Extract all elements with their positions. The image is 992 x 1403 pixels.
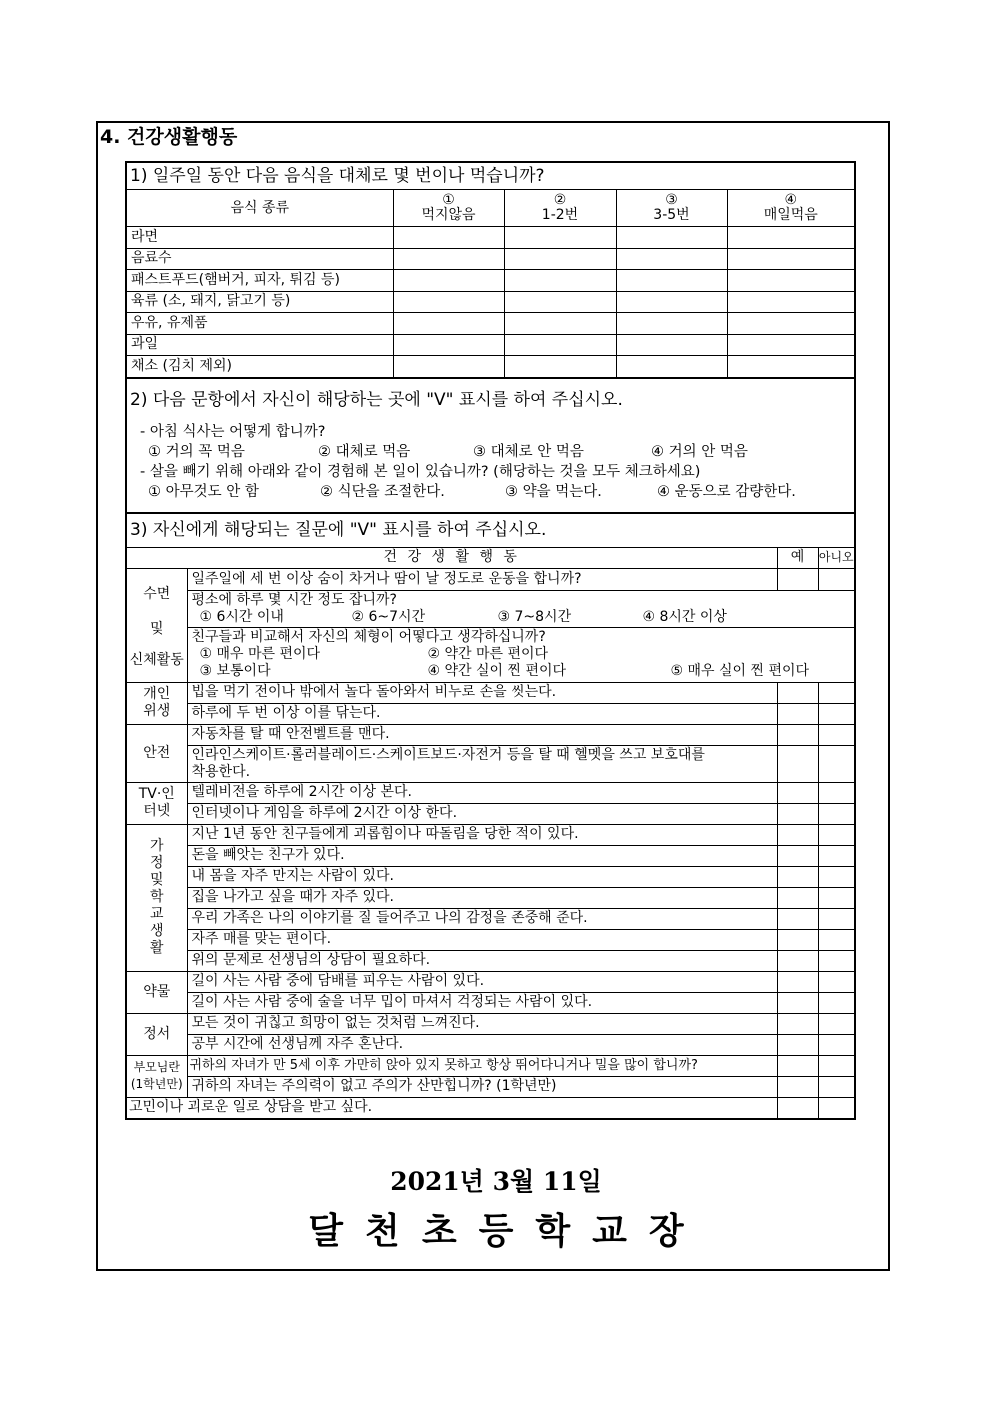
checkbox-cell[interactable] [393,291,504,313]
checkbox-cell[interactable] [616,313,727,335]
checkbox-cell[interactable] [393,356,504,377]
no-cell[interactable] [818,782,854,803]
question-text: 지난 1년 동안 친구들에게 괴롭힘이나 따돌림을 당한 적이 있다. [187,824,777,845]
yes-cell[interactable] [777,971,818,992]
question-text: 우리 가족은 나의 이야기를 질 들어주고 나의 감정을 존중해 준다. [187,908,777,929]
no-cell[interactable] [818,1034,854,1055]
category-tv: TV·인터넷 [127,782,187,824]
checkbox-cell[interactable] [727,270,854,292]
table-row [127,568,854,590]
no-cell[interactable] [818,929,854,950]
food-header: 음식 종류 [127,190,393,227]
food-row: 음료수 [127,248,854,270]
yes-cell[interactable] [777,803,818,824]
table-row [127,782,854,803]
yes-cell[interactable] [777,1013,818,1034]
table-row [127,724,854,745]
diet-option[interactable]: ② 식단을 조절한다. [320,483,445,500]
question-text: 길이 사는 사람 중에 술을 너무 밉이 마셔서 걱정되는 사람이 있다. [187,992,777,1013]
table-row [127,682,854,703]
q1-title: 1) 일주일 동안 다음 음식을 대체로 몇 번이나 먹습니까? [127,163,854,190]
yes-cell[interactable] [777,845,818,866]
table-row [127,745,854,782]
table-row [127,590,854,627]
table-row [127,1055,854,1076]
checkbox-cell[interactable] [727,291,854,313]
table-row [127,803,854,824]
question-text: 텔레비전을 하루에 2시간 이상 본다. [187,782,777,803]
health-header-row [127,548,854,569]
checkbox-cell[interactable] [727,356,854,377]
table-row [127,950,854,971]
opt2-header: ② 1-2번 [504,190,616,227]
diet-option[interactable]: ③ 약을 먹는다. [505,483,602,500]
question-text: 돈을 빼앗는 친구가 있다. [187,845,777,866]
question-text: 모든 것이 귀칞고 희망이 없는 것처럼 느껴진다. [187,1013,777,1034]
sleep-hours-cell: 평소에 하루 몇 시간 정도 잡니까? ① 6시간 이내 ② 6~7시간 ③ 7~8시간 ④ 8시간 이상 [187,590,854,627]
body-shape-cell: 친구들과 비교해서 자신의 체형이 어떻다고 생각하십니까? ① 매우 마른 편이다 ② 약간 마른 편이다 ③ 보통이다 ④ 약간 실이 찐 편이다 ⑤ 매우 실이 찐 편이다 [187,627,854,682]
checkbox-cell[interactable] [616,334,727,356]
food-row: 우유, 유제품 [127,313,854,335]
opt4-header: ④ 매일먹음 [727,190,854,227]
yes-cell[interactable] [777,568,818,590]
yes-cell[interactable] [777,703,818,724]
checkbox-cell[interactable] [727,227,854,249]
no-cell[interactable] [818,908,854,929]
yes-cell[interactable] [777,782,818,803]
yes-cell[interactable] [777,1055,818,1076]
checkbox-cell[interactable] [727,334,854,356]
category-family: 가정및학교생활 [127,824,187,971]
no-cell[interactable] [818,845,854,866]
question-text: 하루에 두 번 이상 이를 닦는다. [187,703,777,724]
checkbox-cell[interactable] [504,248,616,270]
checkbox-cell[interactable] [727,313,854,335]
checkbox-cell[interactable] [616,291,727,313]
body-option[interactable]: ① 매우 마른 편이다 [199,646,321,662]
table-row [127,845,854,866]
q2-title: 2) 다음 문항에서 자신이 해당하는 곳에 "V" 표시를 하여 주십시오. [130,389,623,410]
table-row [127,971,854,992]
yes-cell[interactable] [777,1097,818,1118]
food-row: 과일 [127,334,854,356]
food-row: 라면 [127,227,854,249]
q3-title: 3) 자신에게 해당되는 질문에 "V" 표시를 하여 주십시오. [127,512,854,548]
question-text: 인라인스케이트·롤러블레이드·스케이트보드·자전거 등을 탈 때 헬멧을 쓰고 보호대를 착용한다. [187,745,777,782]
question-text: 집을 나가고 싶을 때가 자주 있다. [187,887,777,908]
body-option[interactable]: ② 약간 마른 편이다 [427,646,549,662]
no-cell[interactable] [818,682,854,703]
checkbox-cell[interactable] [504,334,616,356]
table-row [127,1013,854,1034]
body-option[interactable]: ⑤ 매우 실이 찐 편이다 [670,663,810,679]
yes-cell[interactable] [777,887,818,908]
table-row [127,929,854,950]
health-table [127,548,854,1118]
no-cell[interactable] [818,803,854,824]
sleep-option[interactable]: ③ 7~8시간 [497,608,572,625]
yes-cell[interactable] [777,908,818,929]
question-text: 자주 매를 맞는 편이다. [187,929,777,950]
yes-header: 예 [777,548,818,569]
question-text: 인터넷이나 게임을 하루에 2시간 이상 한다. [187,803,777,824]
question-text: 공부 시간에 선생님께 자주 혼난다. [187,1034,777,1055]
no-cell[interactable] [818,1055,854,1076]
no-cell[interactable] [818,745,854,782]
table-row [127,1034,854,1055]
yes-cell[interactable] [777,724,818,745]
breakfast-options [130,442,851,462]
table-row [127,1076,854,1097]
yes-cell[interactable] [777,1034,818,1055]
yes-cell[interactable] [777,950,818,971]
breakfast-option[interactable]: ① 거의 꼭 먹음 [148,443,245,460]
category-emotion: 정서 [127,1013,187,1055]
no-cell[interactable] [818,824,854,845]
question-text: 일주일에 세 번 이상 숨이 차거나 땀이 날 정도로 운동을 합니까? [187,568,777,590]
food-row: 채소 (김치 제외) [127,356,854,377]
breakfast-option[interactable]: ③ 대체로 안 먹음 [473,443,584,460]
school-name: 달천초등학교장 [308,1210,706,1252]
food-table [127,190,854,377]
no-cell[interactable] [818,866,854,887]
survey-box [125,161,856,1120]
table-row [127,887,854,908]
no-cell[interactable] [818,724,854,745]
breakfast-option[interactable]: ② 대체로 먹음 [318,443,411,460]
no-cell[interactable] [818,992,854,1013]
checkbox-cell[interactable] [504,227,616,249]
section-title: 4. 건강생활행동 [100,126,238,148]
body-option[interactable]: ④ 약간 실이 찐 편이다 [427,663,567,679]
yes-cell[interactable] [777,866,818,887]
food-row: 육류 (소, 돼지, 닭고기 등) [127,291,854,313]
yes-cell[interactable] [777,682,818,703]
sleep-option[interactable]: ① 6시간 이내 [199,608,284,625]
date: 2021년 3월 11일 [390,1167,602,1196]
table-row [127,824,854,845]
no-header: 아니오 [818,548,854,569]
checkbox-cell[interactable] [727,248,854,270]
category-parent: 부모님란 (1학년만) [127,1055,187,1097]
question-text: 길이 사는 사람 중에 담배를 피우는 사람이 있다. [187,971,777,992]
table-row [127,992,854,1013]
checkbox-cell[interactable] [393,313,504,335]
food-row: 패스트푸드(햄버거, 피자, 튀김 등) [127,270,854,292]
checkbox-cell[interactable] [393,334,504,356]
food-header-row [127,190,854,227]
yes-cell[interactable] [777,1076,818,1097]
question-text: 내 몸을 자주 만지는 사람이 있다. [187,866,777,887]
category-drug: 약물 [127,971,187,1013]
diet-options [130,482,851,502]
checkbox-cell[interactable] [504,313,616,335]
yes-cell[interactable] [777,824,818,845]
checkbox-cell[interactable] [504,356,616,377]
no-cell[interactable] [818,1097,854,1118]
checkbox-cell[interactable] [393,248,504,270]
question-text: 귀하의 자녀가 만 5세 이후 가만히 앉아 있지 못하고 항상 뛰어다니거나 밀을 많이 합니까? [187,1055,777,1076]
q2-section [127,377,854,512]
category-safety: 안전 [127,724,187,782]
yes-cell[interactable] [777,929,818,950]
checkbox-cell[interactable] [504,291,616,313]
checkbox-cell[interactable] [616,270,727,292]
checkbox-cell[interactable] [616,248,727,270]
checkbox-cell[interactable] [504,270,616,292]
no-cell[interactable] [818,950,854,971]
checkbox-cell[interactable] [616,356,727,377]
question-text: 자동차를 탈 때 안전벨트를 맨다. [187,724,777,745]
sleep-option[interactable]: ④ 8시간 이상 [642,608,727,625]
no-cell[interactable] [818,1013,854,1034]
table-row [127,1097,854,1118]
checkbox-cell[interactable] [393,270,504,292]
checkbox-cell[interactable] [393,227,504,249]
question-text: 빕을 먹기 전이나 밖에서 놀다 돌아와서 비누로 손을 씻는다. [187,682,777,703]
yes-cell[interactable] [777,992,818,1013]
question-text: 고민이나 괴로운 일로 상담을 받고 싶다. [127,1097,777,1118]
no-cell[interactable] [818,971,854,992]
diet-option[interactable]: ① 아무것도 안 함 [148,483,259,500]
yes-cell[interactable] [777,745,818,782]
opt3-header: ③ 3-5번 [616,190,727,227]
no-cell[interactable] [818,1076,854,1097]
sleep-option[interactable]: ② 6~7시간 [351,608,426,625]
diet-question: - 살을 빼기 위해 아래와 같이 경험해 본 일이 있습니까? (해당하는 것을 모두 체크하세요) [140,463,701,480]
health-header: 건 강 생 활 행 동 [127,548,777,569]
body-option[interactable]: ③ 보통이다 [199,663,271,679]
breakfast-option[interactable]: ④ 거의 안 먹음 [651,443,748,460]
opt1-header: ① 먹지않음 [393,190,504,227]
no-cell[interactable] [818,568,854,590]
table-row [127,908,854,929]
question-text: 위의 문제로 선생님의 상담이 필요하다. [187,950,777,971]
category-hygiene: 개인위생 [127,682,187,724]
table-row [127,627,854,682]
breakfast-question: - 아침 식사는 어떻게 합니까? [140,423,326,440]
diet-option[interactable]: ④ 운동으로 감량한다. [657,483,796,500]
no-cell[interactable] [818,703,854,724]
category-sleep: 수면 및 신체활동 [127,568,187,682]
question-text: 귀하의 자녀는 주의력이 없고 주의가 산만힙니까? (1학년만) [187,1076,777,1097]
no-cell[interactable] [818,887,854,908]
checkbox-cell[interactable] [616,227,727,249]
table-row [127,866,854,887]
table-row [127,703,854,724]
